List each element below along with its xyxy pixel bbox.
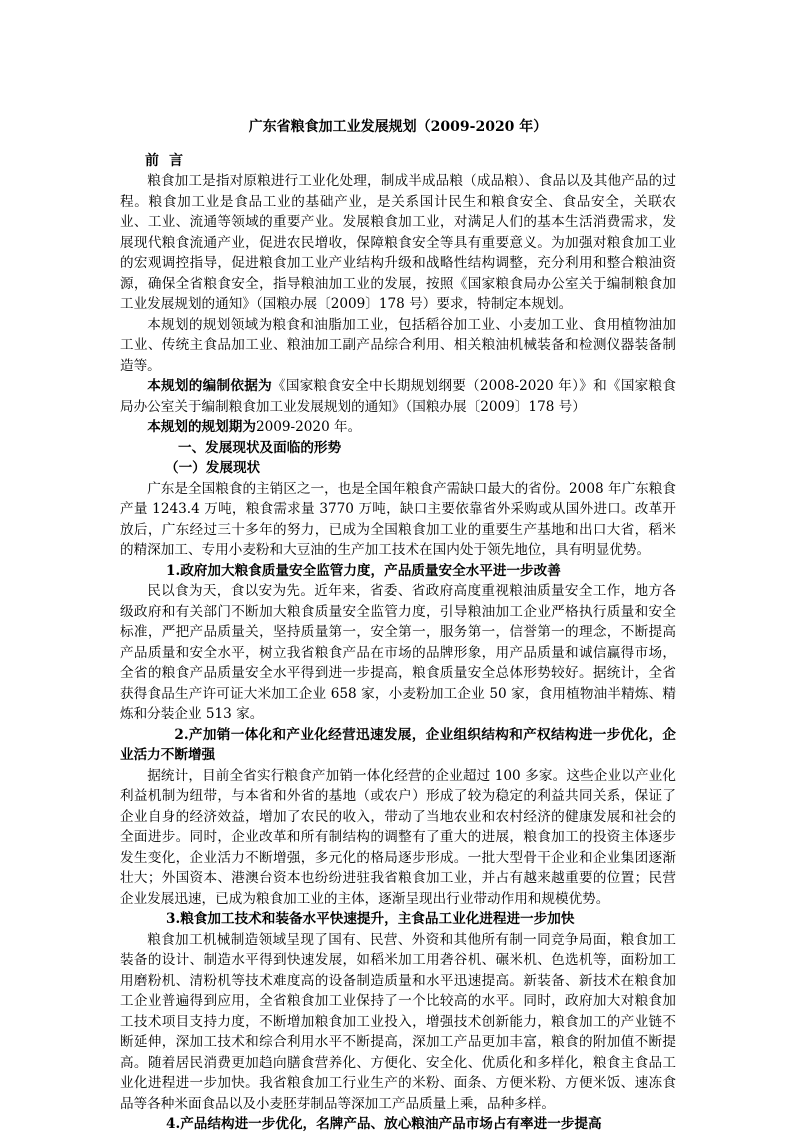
document-page [120, 112, 676, 1135]
item-3-heading: 3.粮食加工技术和装备水平快速提升，主食品工业化进程进一步加快 [166, 911, 575, 927]
period-text: 2009-2020 年。 [255, 419, 362, 435]
period-paragraph [120, 417, 676, 438]
item-1-heading: 1.政府加大粮食质量安全监管力度，产品质量安全水平进一步改善 [166, 562, 561, 579]
section-1-heading: 一、发展现状及面临的形势 [178, 439, 342, 456]
item-1-paragraph: 民以食为天，食以安为先。近年来，省委、省政府高度重视粮油质量安全工作，地方各级政府和有关部门不断加大粮食质量安全监管力度，引导粮油加工企业严格执行质量和安全标准，严把产品质量关，坚持质量第一，安全第一，服务第一，信誉第一的理念，不断提高产品质量和安全水平，树立我省粮食产品在市场的品牌形象，用产品质量和诚信赢得市场，全省的粮食产品质量安全水平得到进一步提高，粮食质量安全总体形势较好。据统计，全省获得食品生产许可证大米加工企业 658 家，小麦粉加工企业 50 家，食用植物油半精炼、精炼和分装企业 513 家。 [120, 583, 676, 722]
document-title: 广东省粮食加工业发展规划（2009-2020 年） [248, 119, 548, 135]
period-lead: 本规划的规划期为 [147, 419, 256, 435]
item-2-paragraph: 据统计，目前全省实行粮食产加销一体化经营的企业超过 100 多家。这些企业以产业化利益机制为纽带，与本省和外省的基地（或农户）形成了较为稳定的利益共同关系，保证了企业自身的经济效益，增加了农民的收入，带动了当地农业和农村经济的健康发展和社会的全面进步。同时，企业改革和所有制结构的调整有了重大的进展，粮食加工的投资主体逐步发生变化，企业活力不断增强，多元化的格局逐步形成。一批大型骨干企业和企业集团逐渐壮大；外国资本、港澳台资本也纷纷进驻我省粮食加工业，并占有越来越重要的位置；民营企业发展迅速，已成为粮食加工业的主体，逐渐呈现出行业带动作用和规模优势。 [120, 767, 676, 907]
item-2-heading: 2.产加销一体化和产业化经营迅速发展，企业组织结构和产权结构进一步优化，企业活力不断增强 [120, 726, 676, 763]
preface-paragraph-2: 本规划的规划领域为粮食和油脂加工业，包括稻谷加工业、小麦加工业、食用植物油加工业、传统主食品加工业、粮油加工副产品综合利用、相关粮油机械装备和检测仪器装备制造等。 [120, 316, 676, 374]
basis-paragraph [120, 376, 676, 417]
preface-paragraph-1: 粮食加工是指对原粮进行工业化处理，制成半成品粮（成品粮）、食品以及其他产品的过程。粮食加工业是食品工业的基础产业，是关系国计民生和粮食安全、食品安全，关联农业、工业、流通等领域的重要产业。发展粮食加工业，对满足人们的基本生活消费需求，发展现代粮食流通产业，促进农民增收，保障粮食安全等具有重要意义。为加强对粮食加工业的宏观调控指导，促进粮食加工业产业结构升级和战略性结构调整，充分利用和整合粮油资源，确保全省粮食安全，指导粮油加工业的发展，按照《国家粮食局办公室关于编制粮食加工业发展规划的通知》（国粮办展〔2009〕178 号）要求，特制定本规划。 [120, 173, 676, 312]
subsection-1-heading: （一）发展现状 [165, 460, 261, 476]
basis-text: 《国家粮食安全中长期规划纲要（2008-2020 年）》和《国家粮食局办公室关于编制粮食加工业发展规划的通知》（国粮办展〔2009〕178 号） [120, 378, 676, 415]
item-3-paragraph: 粮食加工机械制造领域呈现了国有、民营、外资和其他所有制一同竞争局面，粮食加工装备的设计、制造水平得到快速发展，如稻米加工用砻谷机、碾米机、色选机等，面粉加工用磨粉机、清粉机等技术难度高的设备制造质量和水平迅速提高。新装备、新技术在粮食加工企业普遍得到应用，全省粮食加工业保持了一个比较高的水平。同时，政府加大对粮食加工技术项目支持力度，不断增加粮食加工业投入，增强技术创新能力，粮食加工的产业链不断延伸，深加工技术和综合利用水平不断提高，深加工产品更加丰富，粮食的附加值不断提高。随着居民消费更加趋向膳食营养化、方便化、安全化、优质化和多样化，粮食主食品工业化进程进一步加快。我省粮食加工行业生产的米粉、面条、方便米粉、方便米饭、速冻食品等各种米面食品以及小麦胚芽制品等深加工产品质量上乘，品种多样。 [120, 931, 676, 1112]
item-4-heading: 4.产品结构进一步优化，名牌产品、放心粮油产品市场占有率进一步提高 [166, 1116, 602, 1132]
preface-heading: 前言 [145, 153, 193, 169]
basis-lead: 本规划的编制依据为 [147, 378, 272, 394]
status-paragraph: 广东是全国粮食的主销区之一，也是全国年粮食产需缺口最大的省份。2008 年广东粮食产量 1243.4 万吨，粮食需求量 3770 万吨，缺口主要依靠省外采购或从国外进口。改革开放后，广东经过三十多年的努力，已成为全国粮食加工业的重要生产基地和出口大省，稻米的精深加工、专用小麦粉和大豆油的生产加工技术在国内处于领先地位，具有明显优势。 [120, 480, 676, 558]
